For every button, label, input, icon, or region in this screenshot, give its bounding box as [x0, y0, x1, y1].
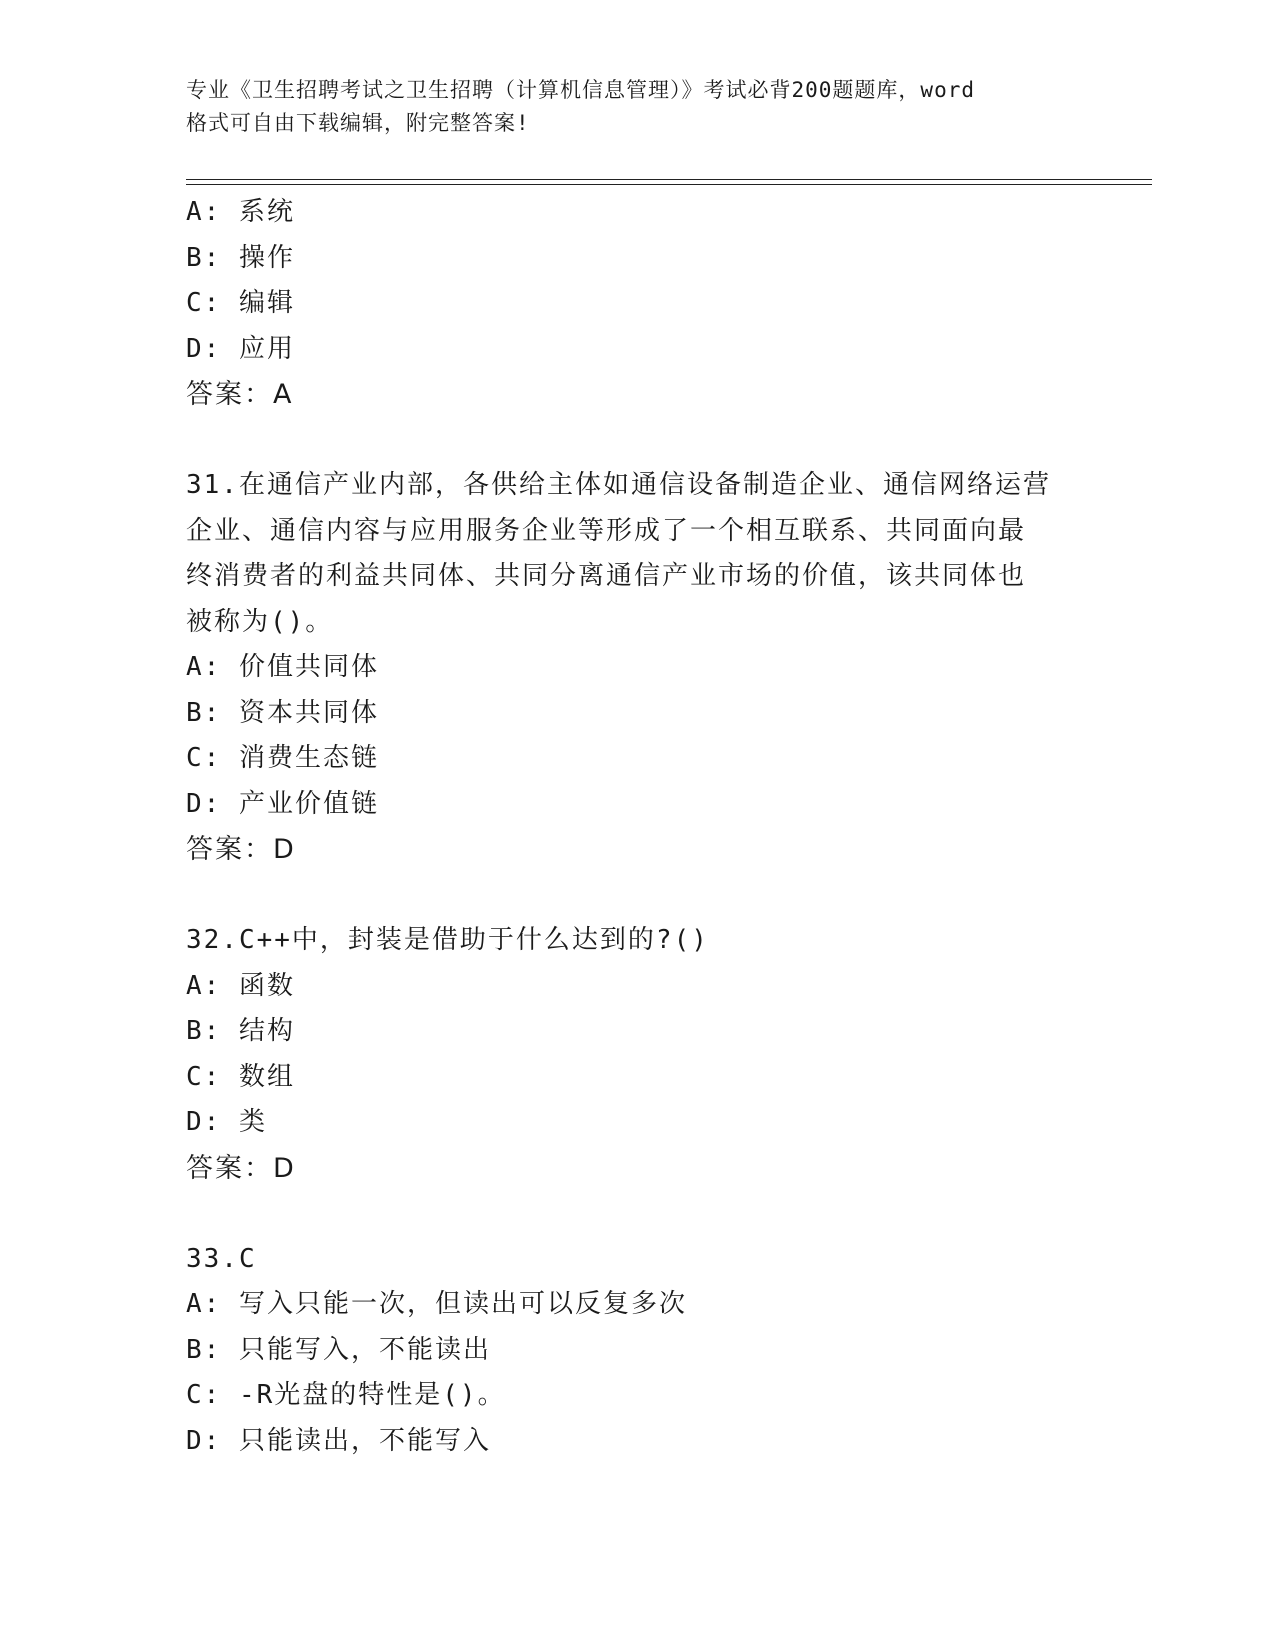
question-30 — [186, 190, 1086, 418]
header-divider-bottom — [186, 184, 1152, 185]
option-d: D: 只能读出，不能写入 — [186, 1425, 491, 1456]
document-header — [186, 74, 1086, 140]
option-a: A: 系统 — [186, 197, 295, 227]
header-divider-top — [186, 179, 1152, 180]
question-32 — [186, 918, 1086, 1191]
spacer — [186, 1191, 1086, 1237]
question-stem-line-1: 31.在通信产业内部，各供给主体如通信设备制造企业、通信网络运营 — [186, 470, 1051, 500]
question-stem-line-2: 企业、通信内容与应用服务企业等形成了一个相互联系、共同面向最 — [186, 515, 1027, 546]
option-b: B: 资本共同体 — [186, 697, 379, 728]
option-c: C: 编辑 — [186, 288, 295, 318]
option-a: A: 价值共同体 — [186, 652, 379, 682]
option-c: C: 消费生态链 — [186, 743, 379, 773]
option-d: D: 产业价值链 — [186, 788, 379, 819]
spacer — [186, 873, 1086, 919]
question-list — [186, 190, 1086, 1464]
answer-line: 答案：D — [186, 1152, 296, 1184]
header-line-1: 专业《卫生招聘考试之卫生招聘（计算机信息管理）》考试必背200题题库，word — [186, 78, 975, 102]
spacer — [186, 418, 1086, 464]
option-a: A: 写入只能一次，但读出可以反复多次 — [186, 1289, 687, 1319]
option-b: B: 操作 — [186, 242, 295, 273]
option-c: C: -R光盘的特性是()。 — [186, 1380, 506, 1410]
option-d: D: 应用 — [186, 333, 295, 364]
question-stem-line-3: 终消费者的利益共同体、共同分离通信产业市场的价值，该共同体也 — [186, 561, 1027, 591]
question-31 — [186, 463, 1086, 873]
answer-line: 答案：D — [186, 834, 296, 865]
option-d: D: 类 — [186, 1107, 267, 1137]
option-c: C: 数组 — [186, 1061, 295, 1092]
question-33 — [186, 1237, 1086, 1465]
question-stem-line-1: 32.C++中，封装是借助于什么达到的?() — [186, 925, 709, 955]
question-stem-line-1: 33.C — [186, 1243, 257, 1274]
header-line-2: 格式可自由下载编辑，附完整答案! — [186, 111, 530, 135]
question-stem-line-4: 被称为()。 — [186, 606, 334, 637]
option-b: B: 结构 — [186, 1016, 295, 1046]
option-b: B: 只能写入，不能读出 — [186, 1334, 491, 1365]
option-a: A: 函数 — [186, 970, 295, 1001]
answer-line: 答案：A — [186, 379, 294, 410]
